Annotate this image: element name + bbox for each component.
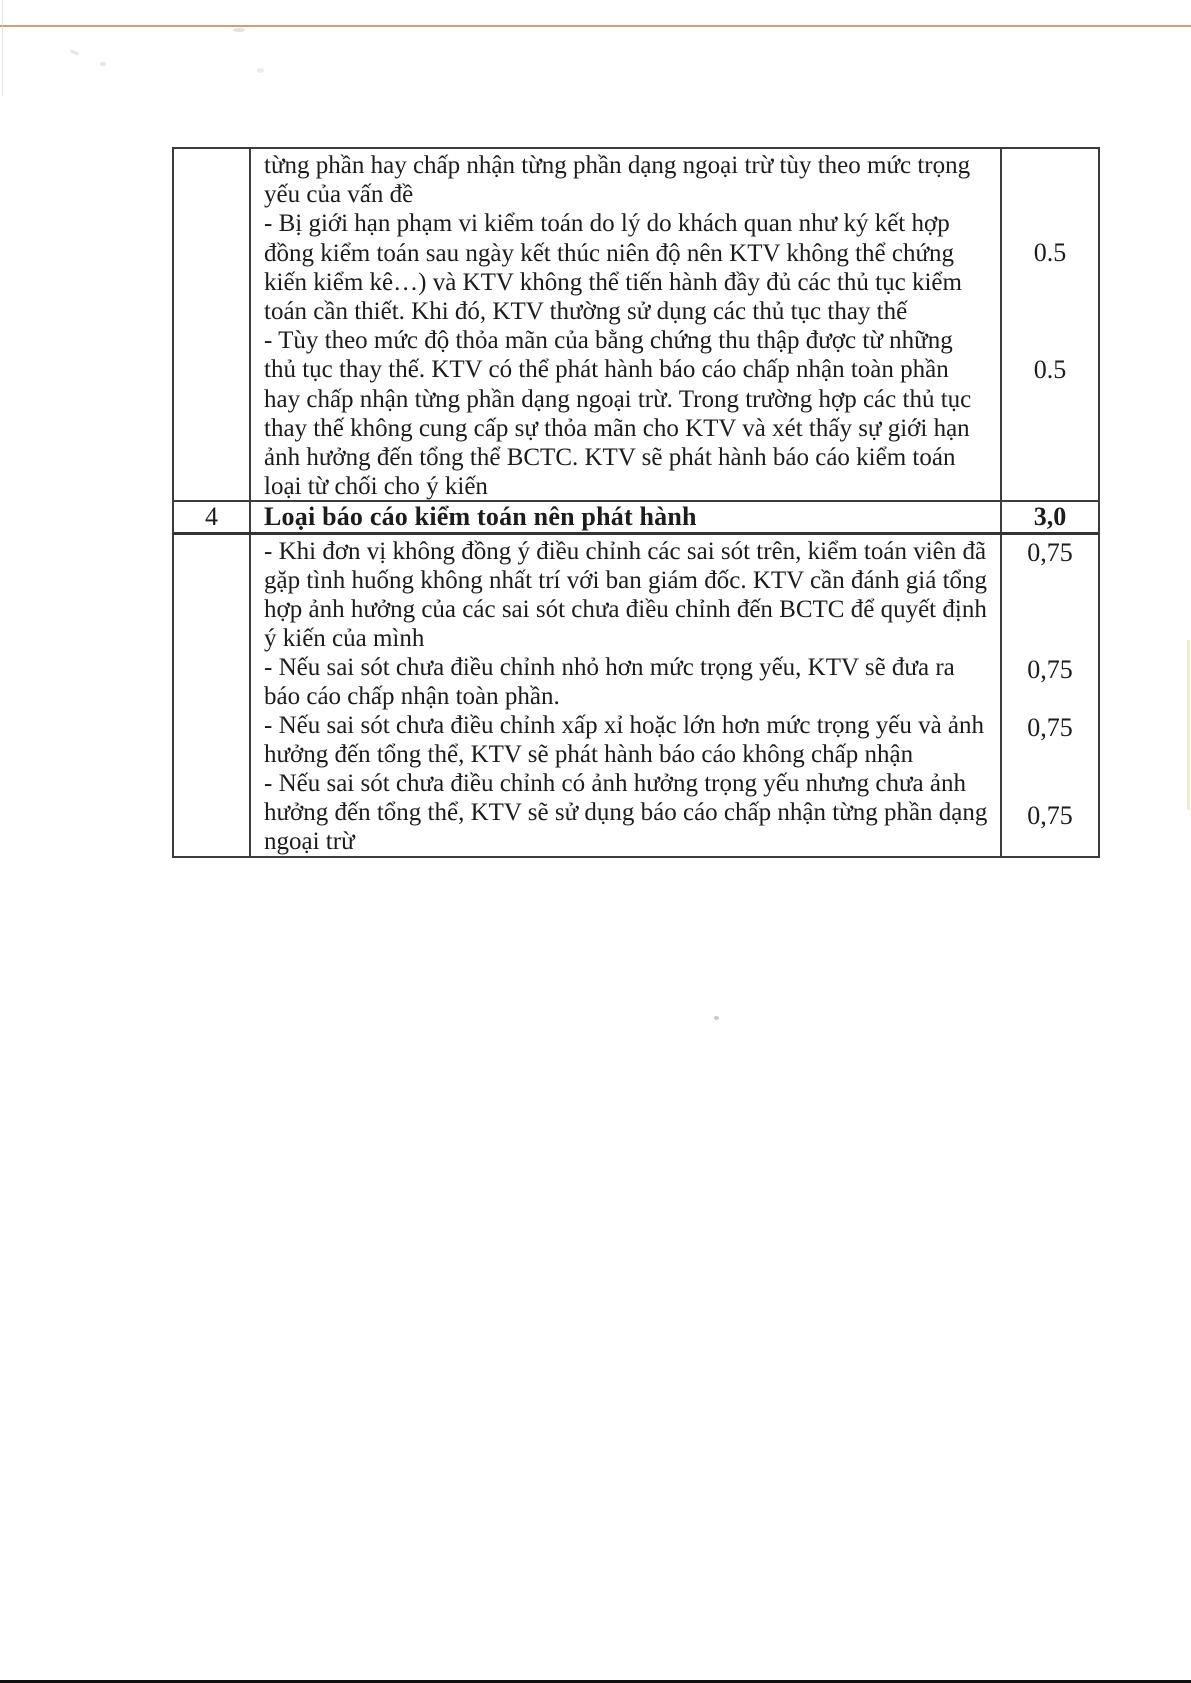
table-row-section-4-details [174,535,1098,856]
score-value: 0,75 [1027,801,1073,830]
criteria-text-cell [251,149,1002,500]
criteria-paragraph: - Tùy theo mức độ thỏa mãn của bằng chứng thu thập được từ những thủ tục thay thế. KTV có thể phát hành báo cáo chấp nhận toàn phần hay chấp nhận từng phần dạng ngoại trừ. Trong trường hợp các thủ tục thay thế không cung cấp sự thỏa mãn cho KTV và xét thấy sự giới hạn ảnh hưởng đến tổng thể BCTC. KTV sẽ phát hành báo cáo kiểm toán loại từ chối cho ý kiến [264,327,972,500]
criteria-paragraph: - Nếu sai sót chưa điều chỉnh có ảnh hưởng trọng yếu nhưng chưa ảnh hưởng đến tổng thể, KTV sẽ sử dụng báo cáo chấp nhận từng phần dạng ngoại trừ [264,770,988,855]
row-number-cell [174,535,251,856]
score-value: 0,75 [1027,713,1073,742]
section-title: Loại báo cáo kiểm toán nên phát hành [264,502,697,531]
score-value: 0.5 [1033,238,1067,267]
scan-speck [233,28,245,32]
left-edge-scan-line [2,0,3,96]
section-title-cell [251,502,1002,532]
top-scan-rule [0,25,1191,27]
scan-speck [257,68,264,73]
score-cell [1002,502,1098,532]
scan-speck [714,1016,719,1020]
row-number-cell: 4 [174,502,251,532]
criteria-paragraph: - Bị giới hạn phạm vi kiểm toán do lý do khách quan như ký kết hợp đồng kiểm toán sau ngày kết thúc niên độ nên KTV không thể chứng kiến kiểm kê…) và KTV không thể tiến hành đầy đủ các thủ tục kiểm toán cần thiết. Khi đó, KTV thường sử dụng các thủ tục thay thế [264,210,962,326]
table-row-section-4-header [174,502,1098,535]
score-cell [1002,535,1098,856]
table-row-continuation [174,149,1098,502]
score-value: 0.5 [1033,355,1067,384]
criteria-paragraph: - Khi đơn vị không đồng ý điều chỉnh các sai sót trên, kiểm toán viên đã gặp tình huống không nhất trí với ban giám đốc. KTV cần đánh giá tổng hợp ảnh hưởng của các sai sót chưa điều chỉnh đến BCTC để quyết định ý kiến của mình [264,538,988,652]
score-value: 0,75 [1027,655,1073,684]
audit-scoring-table [172,147,1100,858]
scan-speck [100,62,106,66]
score-value: 0,75 [1027,538,1073,567]
scan-speck [70,49,79,56]
section-total-score: 3,0 [1033,502,1067,531]
row-number-cell [174,149,251,500]
criteria-paragraph: từng phần hay chấp nhận từng phần dạng ngoại trừ tùy theo mức trọng yếu của vấn đề [264,152,971,209]
criteria-paragraph: - Nếu sai sót chưa điều chỉnh xấp xỉ hoặc lớn hơn mức trọng yếu và ảnh hưởng đến tổng thể, KTV sẽ phát hành báo cáo không chấp nhận [264,712,985,768]
right-edge-scan-strip [1187,640,1190,810]
criteria-text-cell [251,535,1002,856]
score-cell [1002,149,1098,500]
criteria-paragraph: - Nếu sai sót chưa điều chỉnh nhỏ hơn mức trọng yếu, KTV sẽ đưa ra báo cáo chấp nhận toàn phần. [264,654,955,710]
